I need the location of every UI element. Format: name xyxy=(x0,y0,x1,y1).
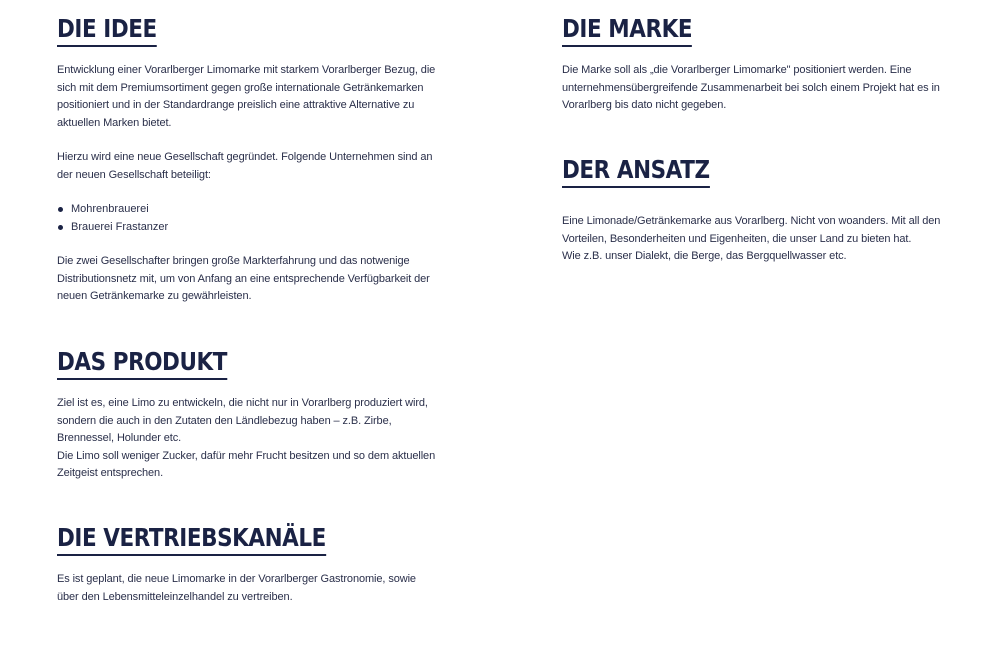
idee-paragraph-3: Die zwei Gesellschafter bringen große Markterfahrung und das notwenige Distributionsnetz mit, um von Anfang an eine entsprechende Verfügbarkeit der neuen Getränkemarke zu gewährleisten. xyxy=(57,255,430,302)
heading-die-idee: DIE IDEE xyxy=(57,14,157,47)
ansatz-paragraph-2: Wie z.B. unser Dialekt, die Berge, das Bergquellwasser etc. xyxy=(562,250,847,262)
idee-paragraph-2: Hierzu wird eine neue Gesellschaft gegründet. Folgende Unternehmen sind an der neuen Gesellschaft beteiligt: xyxy=(57,151,433,181)
list-item xyxy=(57,201,437,219)
section-produkt xyxy=(57,347,437,483)
list-item-label: Mohrenbrauerei xyxy=(71,203,149,215)
section-vertriebskanaele xyxy=(57,523,437,606)
ansatz-paragraph-1: Eine Limonade/Getränkemarke aus Vorarlberg. Nicht von woanders. Mit all den Vorteilen, Besonderheiten und Eigenheiten, die unser Land zu bieten hat. xyxy=(562,215,941,245)
bullet-icon xyxy=(58,207,63,212)
section-ansatz xyxy=(562,155,942,266)
list-item-label: Brauerei Frastanzer xyxy=(71,220,169,233)
heading-die-vertriebskanaele: DIE VERTRIEBSKANÄLE xyxy=(57,523,326,556)
bullet-icon xyxy=(58,225,63,230)
heading-das-produkt: DAS PRODUKT xyxy=(57,347,227,380)
produkt-paragraph-1: Ziel ist es, eine Limo zu entwickeln, die nicht nur in Vorarlberg produziert wird, sondern die auch in den Zutaten den Ländlebezug haben – z.B. Zirbe, Brennessel, Holunder etc. xyxy=(57,397,428,444)
section-idee xyxy=(57,14,437,306)
marke-paragraph-1: Die Marke soll als „die Vorarlberger Limomarke" positioniert werden. Eine unternehmensübergreifende Zusammenarbeit bei solch einem Projekt hat es in Vorarlberg bis dato nicht gegeben. xyxy=(562,64,940,111)
list-item xyxy=(57,219,437,237)
produkt-paragraph-2: Die Limo soll weniger Zucker, dafür mehr Frucht besitzen und so dem aktuellen Zeitgeist entsprechen. xyxy=(57,449,436,479)
section-marke xyxy=(562,14,942,115)
vertrieb-paragraph-1: Es ist geplant, die neue Limomarke in der Vorarlberger Gastronomie, sowie über den Lebensmitteleinzelhandel zu vertreiben. xyxy=(57,573,416,603)
partner-list xyxy=(57,201,437,236)
idee-paragraph-1: Entwicklung einer Vorarlberger Limomarke mit starkem Vorarlberger Bezug, die sich mit dem Premiumsortiment gegen große internationale Getränkemarken positioniert und in der Standardrange preislich eine attraktive Alternative zu aktuellen Marken bietet. xyxy=(57,64,436,129)
heading-der-ansatz: DER ANSATZ xyxy=(562,155,710,188)
heading-die-marke: DIE MARKE xyxy=(562,14,692,47)
